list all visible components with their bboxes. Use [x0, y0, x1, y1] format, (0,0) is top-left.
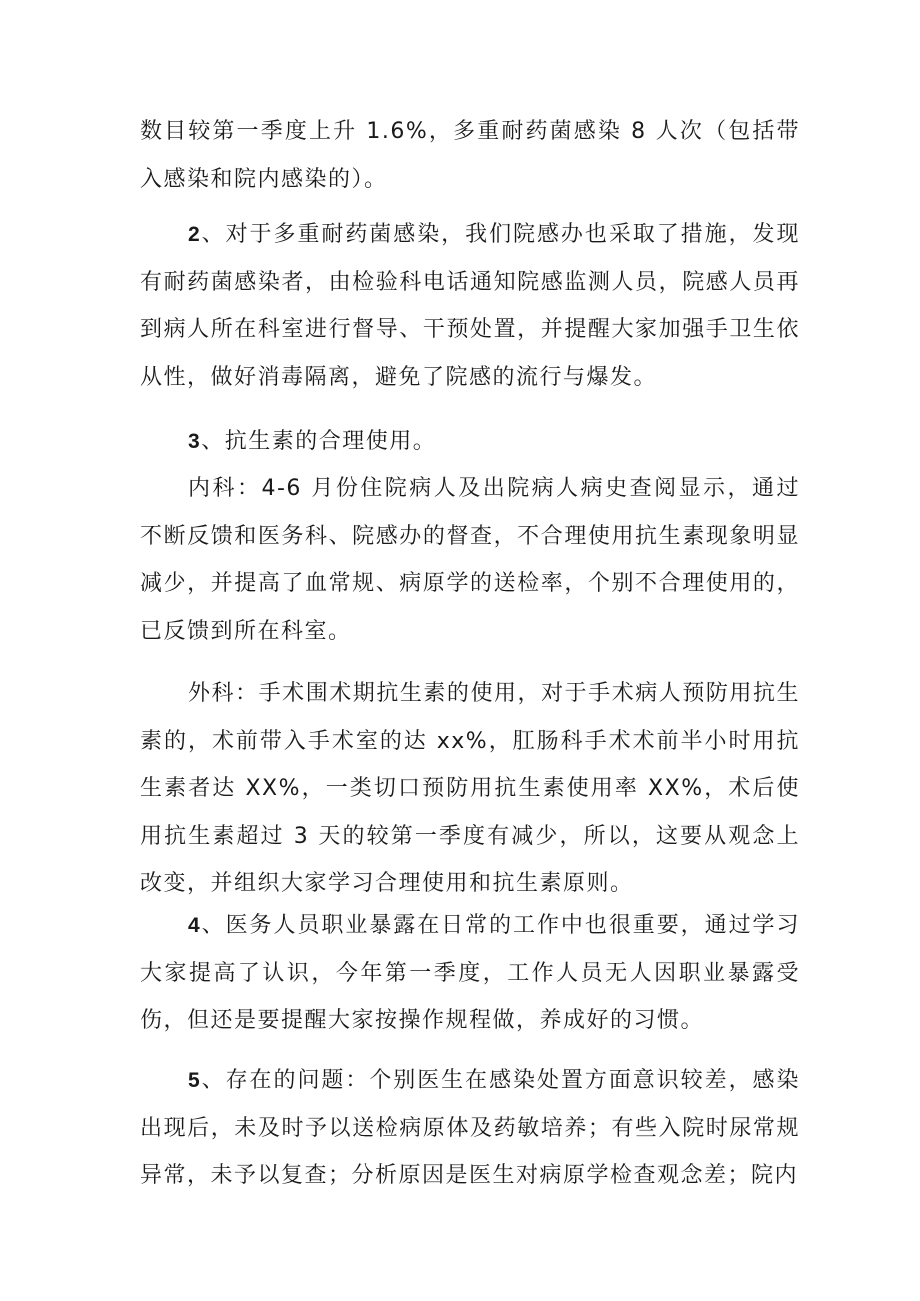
- paragraph-text: 、抗生素的合理使用。: [201, 429, 437, 454]
- paragraph-text: 外科：手术围术期抗生素的使用，对于手术病人预防用抗生素的，术前带入手术室的达 xx%，肛肠科手术术前半小时用抗生素者达 XX%，一类切口预防用抗生素使用率 XX%，术后使用抗生素超过 3 天的较第一季度有减少，所以，这要从观念上改变，并组织大家学习合理使用和抗生素原则。: [140, 681, 800, 896]
- item-number: 4: [188, 914, 202, 937]
- paragraph-drug-resistance-stats: [140, 108, 800, 203]
- item-number: 5: [188, 1069, 202, 1092]
- paragraph-text: 数目较第一季度上升 1.6%，多重耐药菌感染 8 人次（包括带入感染和院内感染的）。: [140, 119, 800, 192]
- paragraph-text: 、医务人员职业暴露在日常的工作中也很重要，通过学习大家提高了认识，今年第一季度，工作人员无人因职业暴露受伤，但还是要提醒大家按操作规程做，养成好的习惯。: [140, 913, 800, 1033]
- paragraph-item-4: [140, 902, 800, 1045]
- paragraph-item-2: [140, 211, 800, 401]
- paragraph-item-5: [140, 1057, 800, 1200]
- paragraph-text: 、对于多重耐药菌感染，我们院感办也采取了措施，发现有耐药菌感染者，由检验科电话通知院感监测人员，院感人员再到病人所在科室进行督导、干预处置，并提醒大家加强手卫生依从性，做好消毒隔离，避免了院感的流行与爆发。: [140, 222, 800, 390]
- item-number: 2: [188, 223, 202, 246]
- item-number: 3: [188, 430, 202, 453]
- paragraph-item-3: [140, 418, 800, 466]
- paragraph-internal-medicine: [140, 465, 800, 655]
- paragraph-surgery: [140, 670, 800, 908]
- paragraph-text: 内科：4-6 月份住院病人及出院病人病史查阅显示，通过不断反馈和医务科、院感办的督查，不合理使用抗生素现象明显减少，并提高了血常规、病原学的送检率，个别不合理使用的，已反馈到所在科室。: [140, 476, 800, 644]
- paragraph-text: 、存在的问题：个别医生在感染处置方面意识较差，感染出现后，未及时予以送检病原体及药敏培养；有些入院时尿常规异常，未予以复查；分析原因是医生对病原学检查观念差；院内: [140, 1068, 800, 1188]
